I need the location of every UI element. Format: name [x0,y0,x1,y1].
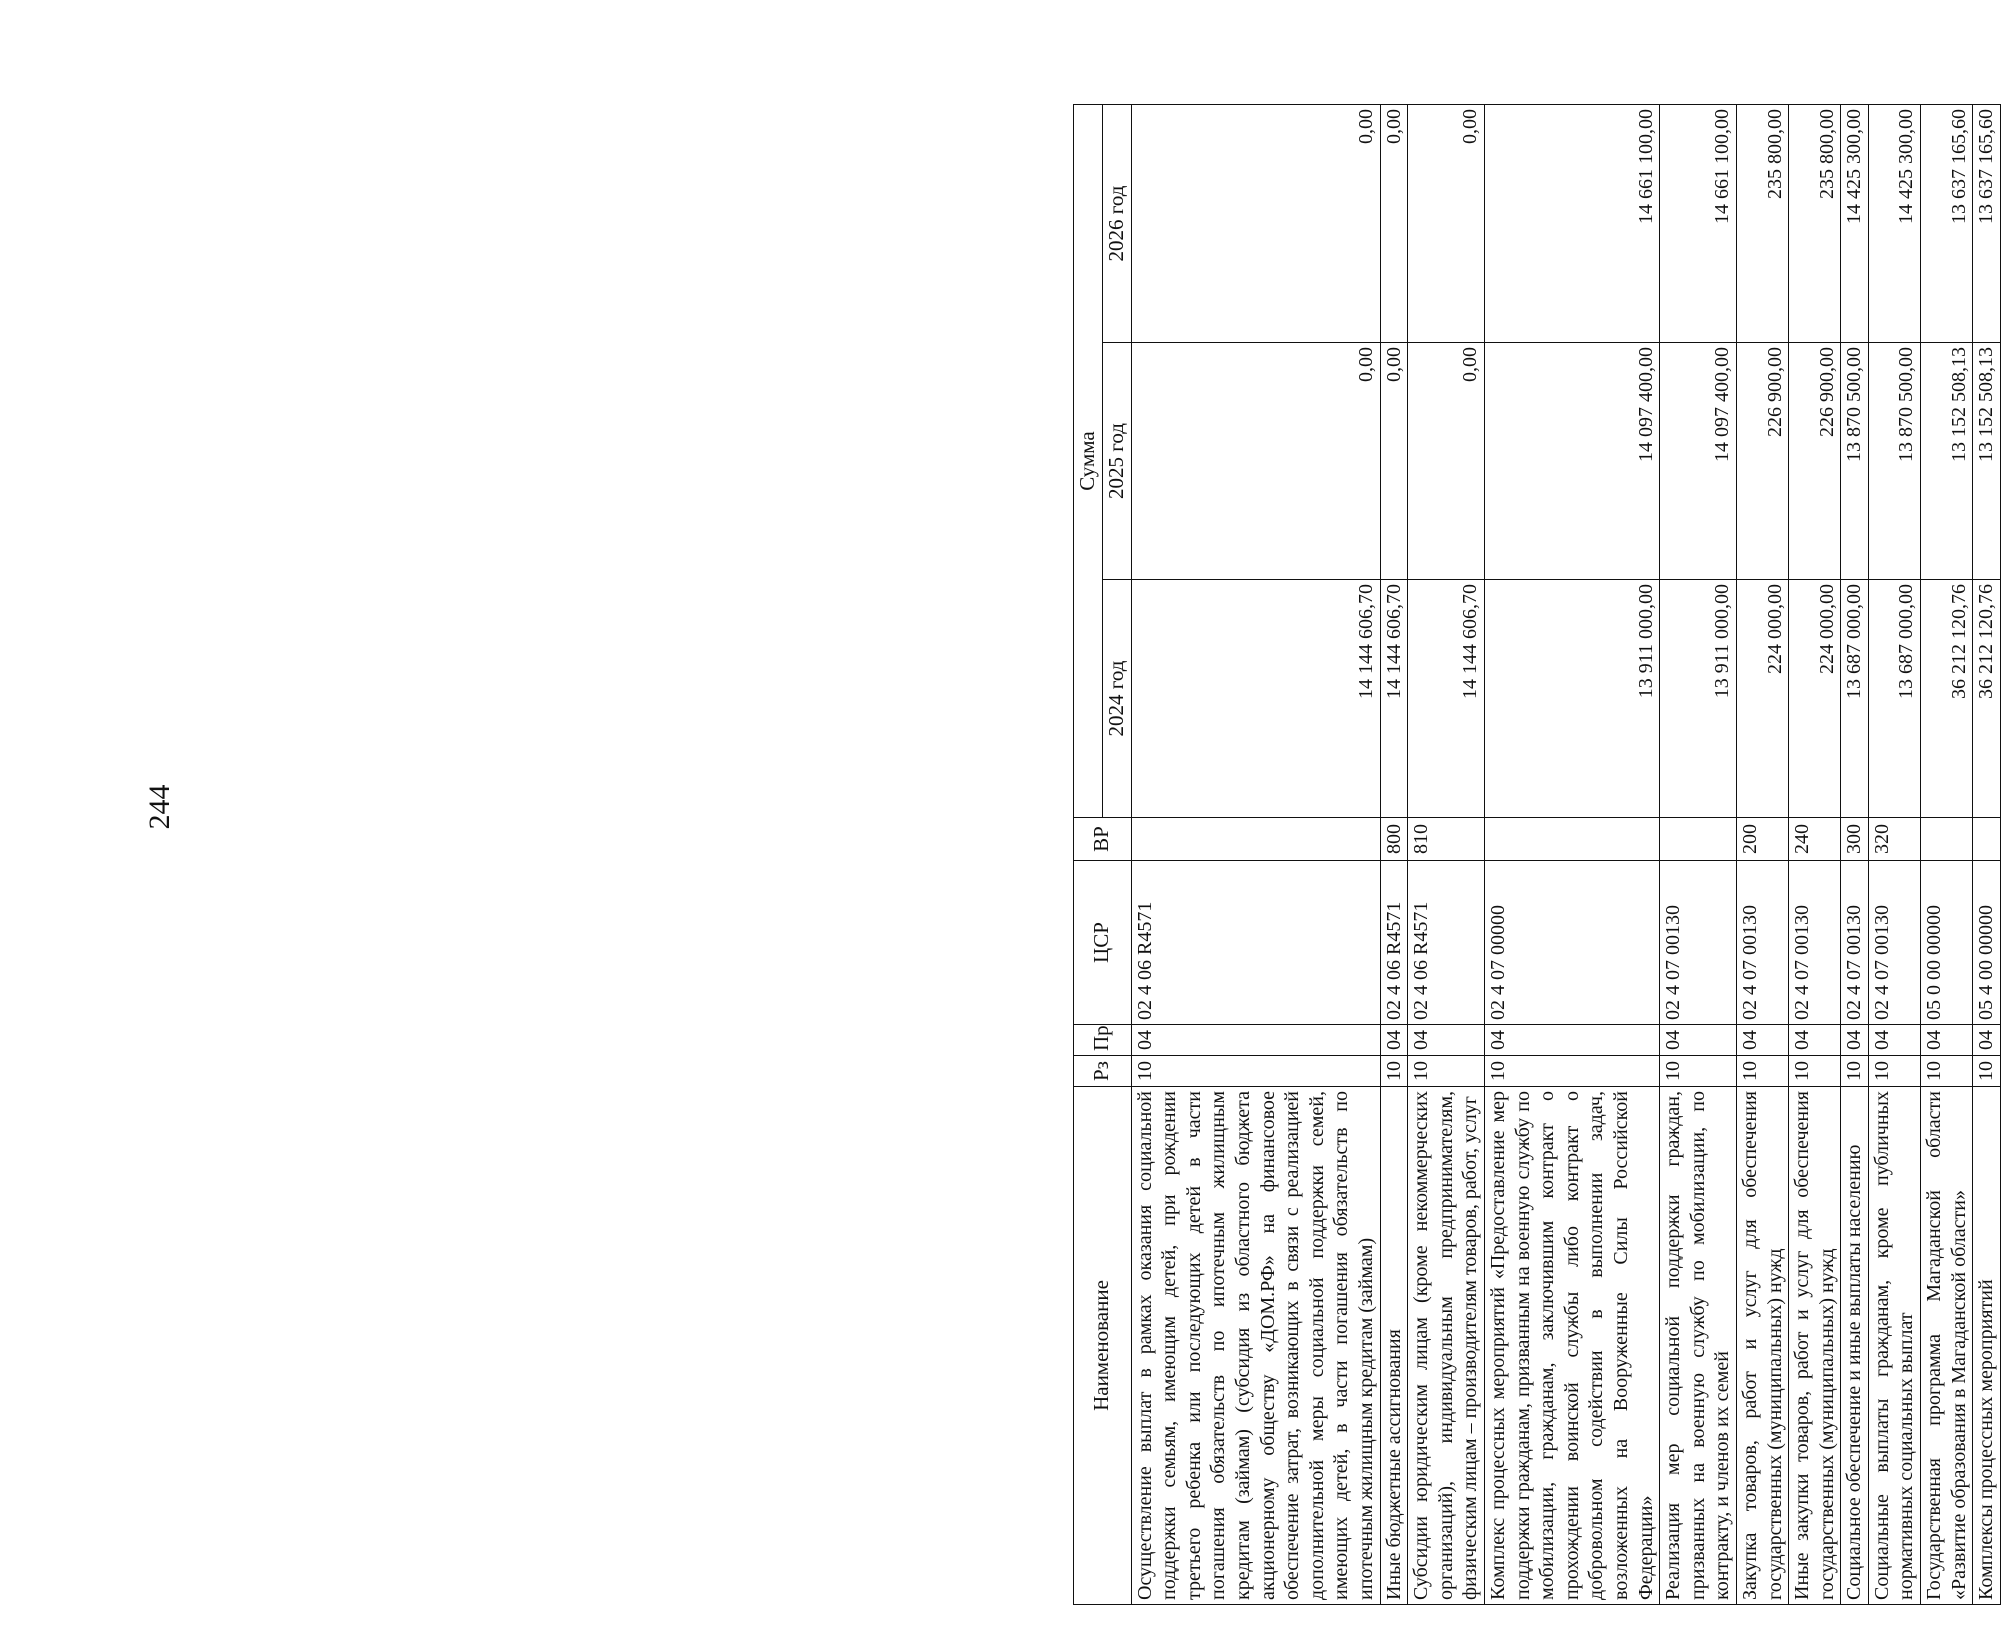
row-2025: 14 097 400,00 [1660,343,1737,580]
row-2024: 13 911 000,00 [1660,580,1737,818]
row-name: Субсидии юридическим лицам (кроме некоммерческих организаций), индивидуальным предпринимателям, физическим лицам – производителям товаров, работ, услуг [1408,1087,1485,1605]
row-2024: 224 000,00 [1789,580,1841,818]
header-vr: ВР [1074,818,1132,861]
row-vr: 300 [1841,818,1869,861]
table-row [1921,104,1973,1604]
row-rz: 10 [1660,1056,1737,1087]
row-2024: 13 911 000,00 [1484,580,1659,818]
row-2026: 14 425 300,00 [1841,104,1869,342]
row-2024: 224 000,00 [1736,580,1788,818]
row-pr: 04 [1789,1025,1841,1056]
table-row [1660,104,1737,1604]
row-2024: 36 212 120,76 [1921,580,1973,818]
row-csr: 02 4 07 00130 [1660,861,1737,1025]
row-2026: 14 661 100,00 [1660,104,1737,342]
row-vr: 240 [1789,818,1841,861]
header-rz: Рз [1074,1056,1132,1087]
header-sum: Сумма [1074,104,1103,817]
row-name: Осуществление выплат в рамках оказания социальной поддержки семьям, имеющим детей, при рождении третьего ребенка или последующих детей в части погашения обязательств по ипотечным жилищным кредитам (займам) (субсидия из областного бюджета акционерному обществу «ДОМ.РФ» на финансовое обеспечение затрат, возникающих в связи с реализацией дополнительной меры социальной поддержки семей, имеющих детей, в части погашения обязательств по ипотечным жилищным кредитам (займам) [1131,1087,1380,1605]
row-name: Комплексы процессных мероприятий [1973,1087,2001,1605]
row-2024: 13 687 000,00 [1868,580,1920,818]
row-vr [1131,818,1380,861]
table-row [1736,104,1788,1604]
row-pr: 04 [1921,1025,1973,1056]
row-rz: 10 [1841,1056,1869,1087]
table-row [1868,104,1920,1604]
row-2026: 14 425 300,00 [1868,104,1920,342]
row-rz: 10 [1131,1056,1380,1087]
row-vr: 810 [1408,818,1485,861]
row-pr: 04 [1380,1025,1408,1056]
row-vr: 200 [1736,818,1788,861]
row-2025: 226 900,00 [1736,343,1788,580]
page-number: 244 [143,784,176,830]
row-csr: 02 4 07 00130 [1868,861,1920,1025]
row-vr [1660,818,1737,861]
budget-table [1073,104,2001,1605]
row-2025: 226 900,00 [1789,343,1841,580]
row-rz: 10 [1736,1056,1788,1087]
row-rz: 10 [1380,1056,1408,1087]
row-2025: 13 152 508,13 [1973,343,2001,580]
row-vr [1484,818,1659,861]
row-vr: 320 [1868,818,1920,861]
row-rz: 10 [1408,1056,1485,1087]
table-row [1408,104,1485,1604]
row-rz: 10 [1868,1056,1920,1087]
row-name: Реализация мер социальной поддержки граждан, призванных на военную службу по мобилизации, по контракту, и членов их семей [1660,1087,1737,1605]
row-rz: 10 [1973,1056,2001,1087]
row-csr: 05 0 00 00000 [1921,861,1973,1025]
row-2024: 13 687 000,00 [1841,580,1869,818]
budget-table-rotated [1073,105,1998,1605]
row-pr: 04 [1841,1025,1869,1056]
row-2024: 14 144 606,70 [1380,580,1408,818]
row-pr: 04 [1736,1025,1788,1056]
row-2025: 0,00 [1380,343,1408,580]
table-row [1484,104,1659,1604]
row-pr: 04 [1484,1025,1659,1056]
table-row [1789,104,1841,1604]
row-2025: 0,00 [1131,343,1380,580]
row-rz: 10 [1921,1056,1973,1087]
row-pr: 04 [1660,1025,1737,1056]
row-2026: 0,00 [1131,104,1380,342]
row-name: Иные бюджетные ассигнования [1380,1087,1408,1605]
row-2026: 13 637 165,60 [1921,104,1973,342]
table-row [1841,104,1869,1604]
row-name: Государственная программа Магаданской области «Развитие образования в Магаданской области» [1921,1087,1973,1605]
row-pr: 04 [1973,1025,2001,1056]
header-2026: 2026 год [1102,104,1131,342]
row-csr: 02 4 07 00130 [1736,861,1788,1025]
header-name: Наименование [1074,1087,1132,1605]
row-2025: 13 870 500,00 [1841,343,1869,580]
row-pr: 04 [1868,1025,1920,1056]
row-2025: 13 870 500,00 [1868,343,1920,580]
row-2025: 14 097 400,00 [1484,343,1659,580]
row-name: Социальное обеспечение и иные выплаты населению [1841,1087,1869,1605]
row-pr: 04 [1408,1025,1485,1056]
row-2024: 36 212 120,76 [1973,580,2001,818]
header-2024: 2024 год [1102,580,1131,818]
row-csr: 05 4 00 00000 [1973,861,2001,1025]
row-vr: 800 [1380,818,1408,861]
row-2025: 13 152 508,13 [1921,343,1973,580]
row-csr: 02 4 06 R4571 [1131,861,1380,1025]
header-2025: 2025 год [1102,343,1131,580]
row-2026: 13 637 165,60 [1973,104,2001,342]
row-2026: 0,00 [1380,104,1408,342]
row-vr [1921,818,1973,861]
row-csr: 02 4 06 R4571 [1408,861,1485,1025]
row-name: Комплекс процессных мероприятий «Предоставление мер поддержки гражданам, призванным на военную службу по мобилизации, гражданам, заключившим контракт о прохождении воинской службы либо контракт о добровольном содействии в выполнении задач, возложенных на Вооруженные Силы Российской Федерации» [1484,1087,1659,1605]
row-vr [1973,818,2001,861]
table-row [1131,104,1380,1604]
row-csr: 02 4 06 R4571 [1380,861,1408,1025]
row-2024: 14 144 606,70 [1408,580,1485,818]
row-pr: 04 [1131,1025,1380,1056]
row-csr: 02 4 07 00000 [1484,861,1659,1025]
header-pr: Пр [1074,1025,1132,1056]
row-csr: 02 4 07 00130 [1841,861,1869,1025]
row-2026: 235 800,00 [1789,104,1841,342]
row-2025: 0,00 [1408,343,1485,580]
header-csr: ЦСР [1074,861,1132,1025]
row-name: Закупка товаров, работ и услуг для обеспечения государственных (муниципальных) нужд [1736,1087,1788,1605]
row-csr: 02 4 07 00130 [1789,861,1841,1025]
row-2026: 14 661 100,00 [1484,104,1659,342]
row-2026: 0,00 [1408,104,1485,342]
row-name: Иные закупки товаров, работ и услуг для обеспечения государственных (муниципальных) нужд [1789,1087,1841,1605]
table-row [1380,104,1408,1604]
row-2024: 14 144 606,70 [1131,580,1380,818]
row-2026: 235 800,00 [1736,104,1788,342]
table-row [1973,104,2001,1604]
row-rz: 10 [1484,1056,1659,1087]
row-rz: 10 [1789,1056,1841,1087]
row-name: Социальные выплаты гражданам, кроме публичных нормативных социальных выплат [1868,1087,1920,1605]
